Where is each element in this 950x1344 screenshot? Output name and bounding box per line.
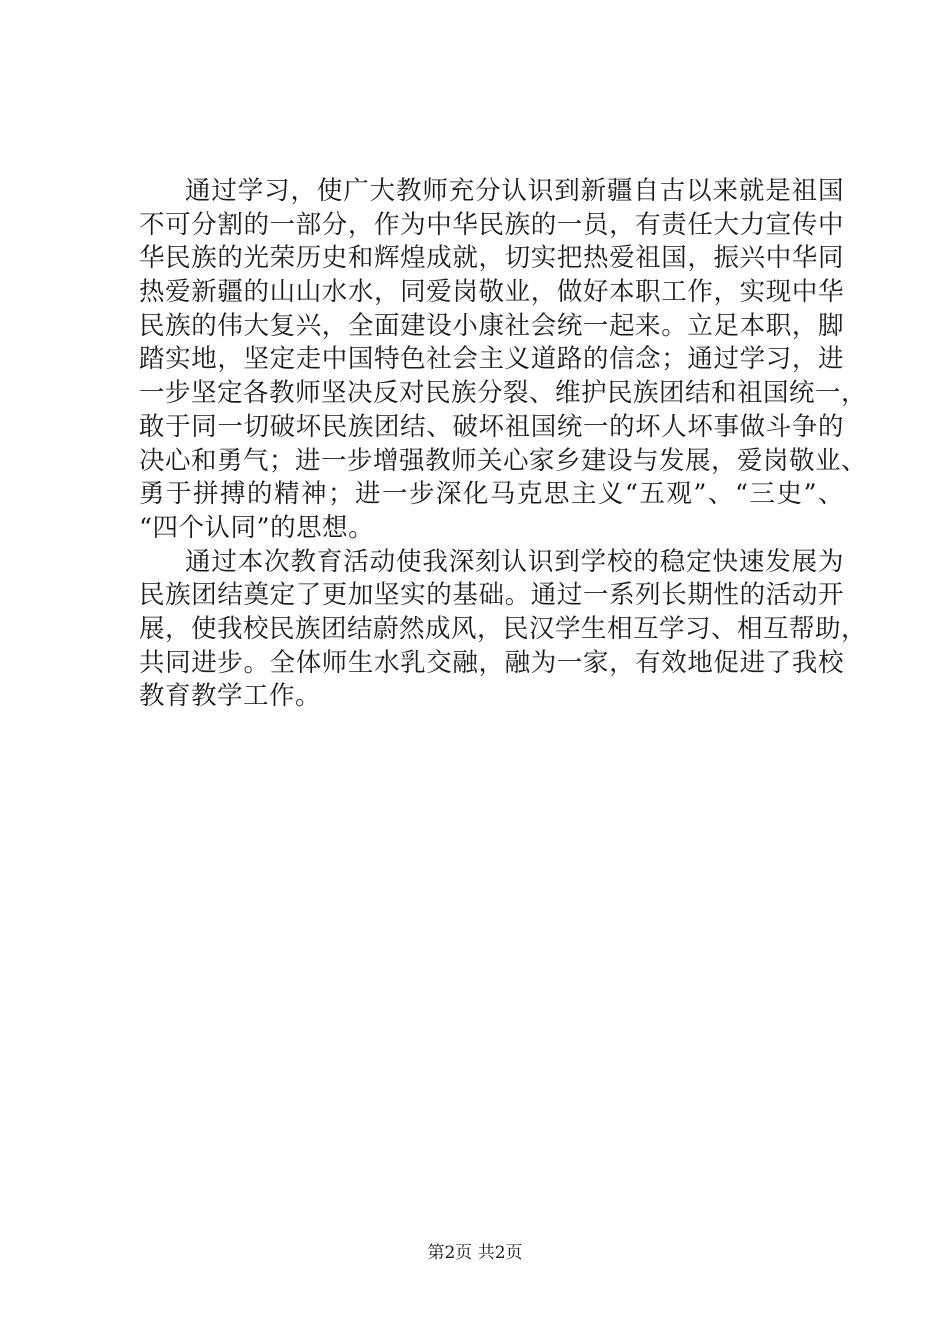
text-line: 热爱新疆的山山水水，同爱岗敬业，做好本职工作，实现中华 — [139, 277, 844, 308]
text-line: 不可分割的一部分，作为中华民族的一员，有责任大力宣传中 — [139, 209, 844, 240]
page-number-footer: 第2页 共2页 — [427, 1243, 523, 1263]
text-line: 教育教学工作。 — [139, 681, 322, 712]
text-line: 民族的伟大复兴，全面建设小康社会统一起来。立足本职，脚 — [139, 310, 844, 341]
text-line: 通过学习，使广大教师充分认识到新疆自古以来就是祖国 — [185, 176, 844, 206]
text-line: 决心和勇气；进一步增强教师关心家乡建设与发展，爱岗敬业、 — [139, 445, 868, 476]
text-line: 勇于拼搏的精神；进一步深化马克思主义“五观”、“三史”、 — [139, 479, 844, 510]
text-line: 华民族的光荣历史和辉煌成就，切实把热爱祖国，振兴中华同 — [139, 243, 844, 274]
text-line: 一步坚定各教师坚决反对民族分裂、维护民族团结和祖国统一， — [139, 378, 868, 409]
text-line: 展，使我校民族团结蔚然成风，民汉学生相互学习、相互帮助， — [139, 613, 868, 644]
text-line: “四个认同”的思想。 — [139, 512, 375, 543]
paragraph — [139, 546, 868, 714]
paragraph — [139, 175, 868, 546]
text-line: 踏实地，坚定走中国特色社会主义道路的信念；通过学习，进 — [139, 344, 844, 375]
text-line: 共同进步。全体师生水乳交融，融为一家，有效地促进了我校 — [139, 647, 844, 678]
text-line: 通过本次教育活动使我深刻认识到学校的稳定快速发展为 — [185, 546, 844, 577]
text-line: 敢于同一切破坏民族团结、破坏祖国统一的坏人坏事做斗争的 — [139, 411, 844, 442]
text-line: 民族团结奠定了更加坚实的基础。通过一系列长期性的活动开 — [139, 580, 844, 611]
document-body — [139, 175, 868, 714]
